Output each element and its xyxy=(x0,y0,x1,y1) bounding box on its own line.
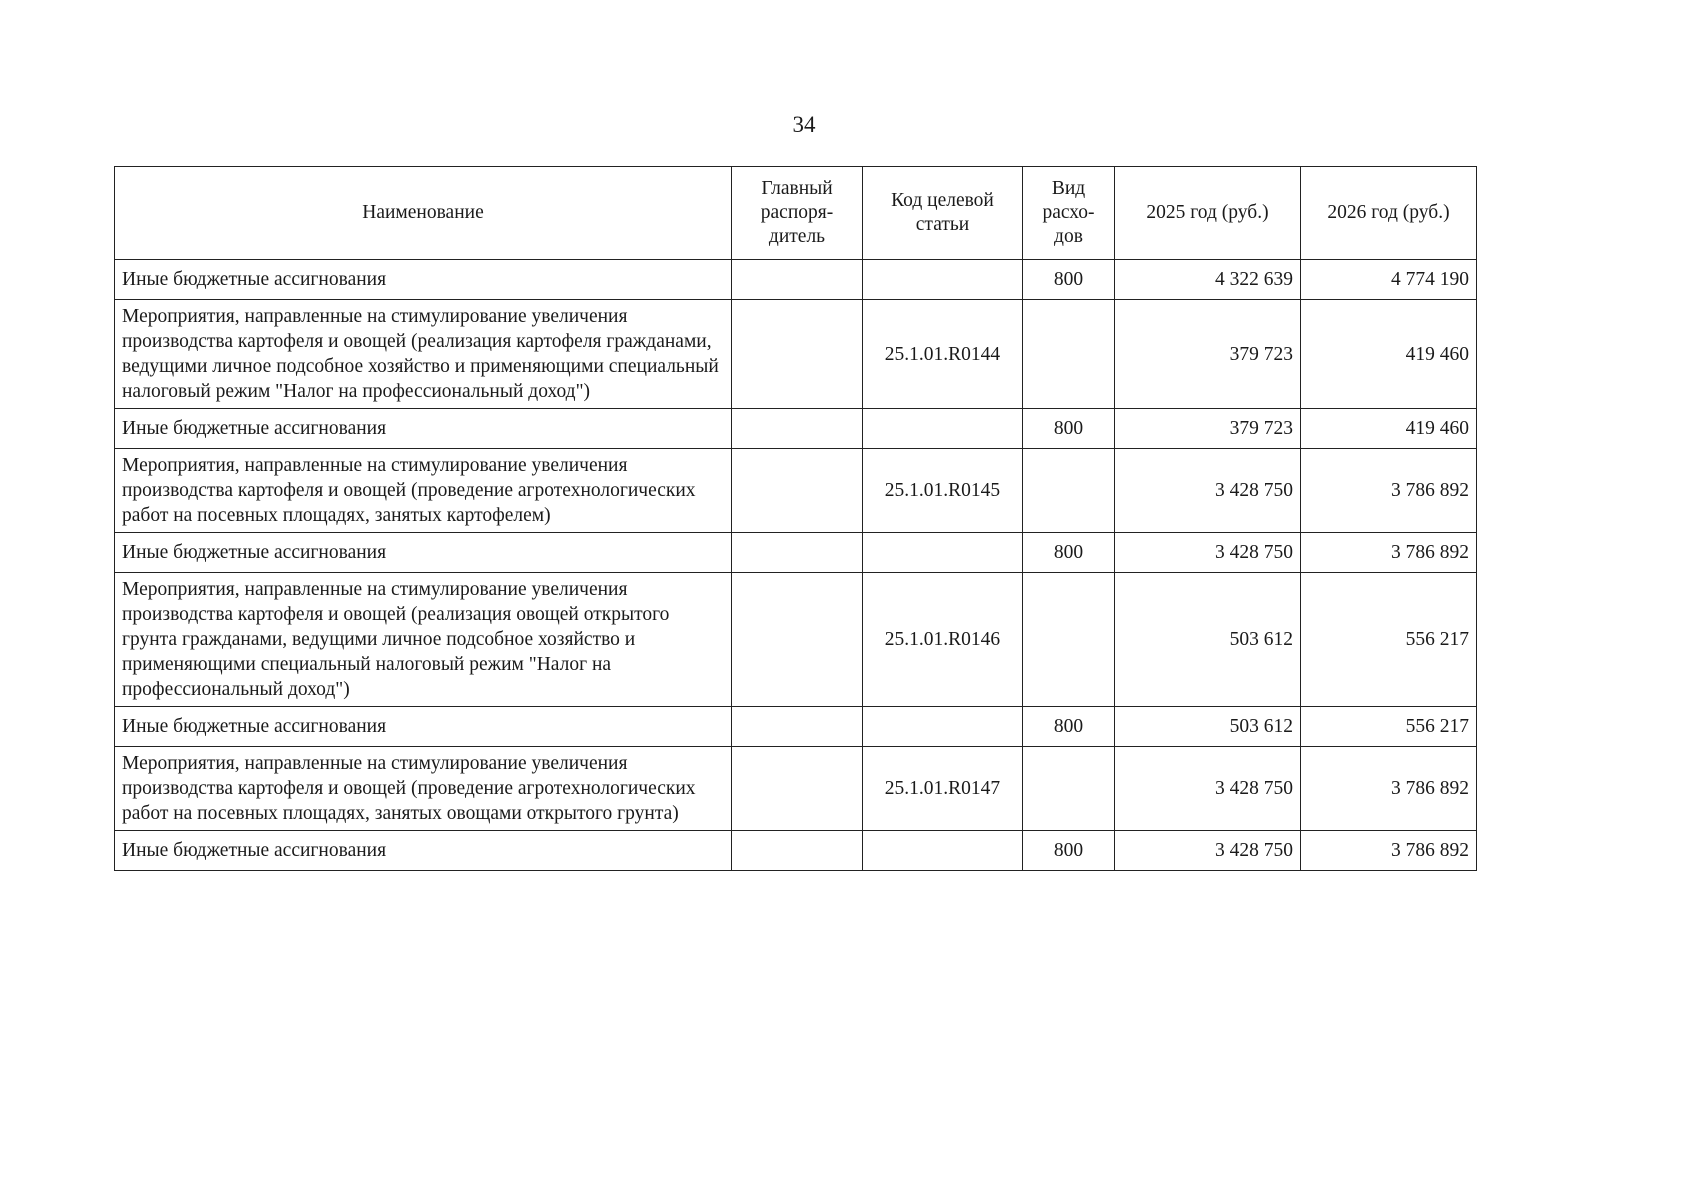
header-2026: 2026 год (руб.) xyxy=(1301,167,1477,260)
header-kind: Вид расхо-дов xyxy=(1023,167,1115,260)
cell-2026: 3 786 892 xyxy=(1301,449,1477,533)
header-code: Код целевой статьи xyxy=(863,167,1023,260)
cell-2025: 379 723 xyxy=(1115,300,1301,409)
cell-kind xyxy=(1023,300,1115,409)
header-name: Наименование xyxy=(115,167,732,260)
header-manager: Главный распоря-дитель xyxy=(732,167,863,260)
cell-manager xyxy=(732,260,863,300)
page-number: 34 xyxy=(792,112,816,137)
cell-name: Мероприятия, направленные на стимулирование увеличения производства картофеля и овощей (реализация овощей открытого грунта гражданами, ведущими личное подсобное хозяйство и применяющими специальный налоговый режим "Налог на профессиональный доход") xyxy=(115,573,732,707)
table-row xyxy=(115,300,1477,409)
cell-name: Иные бюджетные ассигнования xyxy=(115,533,732,573)
cell-code xyxy=(863,831,1023,871)
table-row xyxy=(115,260,1477,300)
cell-2026: 556 217 xyxy=(1301,707,1477,747)
cell-code xyxy=(863,409,1023,449)
table-row xyxy=(115,449,1477,533)
cell-2025: 379 723 xyxy=(1115,409,1301,449)
cell-code: 25.1.01.R0144 xyxy=(863,300,1023,409)
table-row xyxy=(115,831,1477,871)
cell-code xyxy=(863,707,1023,747)
cell-2025: 4 322 639 xyxy=(1115,260,1301,300)
cell-manager xyxy=(732,449,863,533)
cell-name: Мероприятия, направленные на стимулирование увеличения производства картофеля и овощей (проведение агротехнологических работ на посевных площадях, занятых овощами открытого грунта) xyxy=(115,747,732,831)
cell-2025: 3 428 750 xyxy=(1115,831,1301,871)
cell-name: Иные бюджетные ассигнования xyxy=(115,260,732,300)
cell-kind: 800 xyxy=(1023,409,1115,449)
table-header-row xyxy=(115,167,1477,260)
cell-kind: 800 xyxy=(1023,260,1115,300)
cell-manager xyxy=(732,300,863,409)
cell-code xyxy=(863,533,1023,573)
cell-kind xyxy=(1023,573,1115,707)
cell-name: Иные бюджетные ассигнования xyxy=(115,831,732,871)
cell-2025: 3 428 750 xyxy=(1115,747,1301,831)
cell-kind xyxy=(1023,449,1115,533)
table-row xyxy=(115,533,1477,573)
cell-2026: 3 786 892 xyxy=(1301,747,1477,831)
cell-name: Мероприятия, направленные на стимулирование увеличения производства картофеля и овощей (проведение агротехнологических работ на посевных площадях, занятых картофелем) xyxy=(115,449,732,533)
cell-name: Иные бюджетные ассигнования xyxy=(115,409,732,449)
cell-2025: 3 428 750 xyxy=(1115,533,1301,573)
cell-name: Иные бюджетные ассигнования xyxy=(115,707,732,747)
cell-2026: 3 786 892 xyxy=(1301,831,1477,871)
table-row xyxy=(115,409,1477,449)
cell-manager xyxy=(732,533,863,573)
cell-code xyxy=(863,260,1023,300)
cell-2025: 503 612 xyxy=(1115,707,1301,747)
cell-manager xyxy=(732,831,863,871)
cell-code: 25.1.01.R0146 xyxy=(863,573,1023,707)
cell-kind: 800 xyxy=(1023,831,1115,871)
budget-table xyxy=(114,166,1477,871)
cell-2026: 556 217 xyxy=(1301,573,1477,707)
cell-kind xyxy=(1023,747,1115,831)
cell-manager xyxy=(732,573,863,707)
cell-2026: 4 774 190 xyxy=(1301,260,1477,300)
cell-manager xyxy=(732,747,863,831)
cell-2026: 3 786 892 xyxy=(1301,533,1477,573)
cell-code: 25.1.01.R0145 xyxy=(863,449,1023,533)
cell-2025: 503 612 xyxy=(1115,573,1301,707)
table-row xyxy=(115,707,1477,747)
cell-kind: 800 xyxy=(1023,707,1115,747)
cell-2026: 419 460 xyxy=(1301,300,1477,409)
table-row xyxy=(115,747,1477,831)
table-row xyxy=(115,573,1477,707)
cell-manager xyxy=(732,409,863,449)
cell-kind: 800 xyxy=(1023,533,1115,573)
cell-manager xyxy=(732,707,863,747)
cell-2025: 3 428 750 xyxy=(1115,449,1301,533)
header-2025: 2025 год (руб.) xyxy=(1115,167,1301,260)
cell-name: Мероприятия, направленные на стимулирование увеличения производства картофеля и овощей (реализация картофеля гражданами, ведущими личное подсобное хозяйство и применяющими специальный налоговый режим "Налог на профессиональный доход") xyxy=(115,300,732,409)
cell-2026: 419 460 xyxy=(1301,409,1477,449)
cell-code: 25.1.01.R0147 xyxy=(863,747,1023,831)
